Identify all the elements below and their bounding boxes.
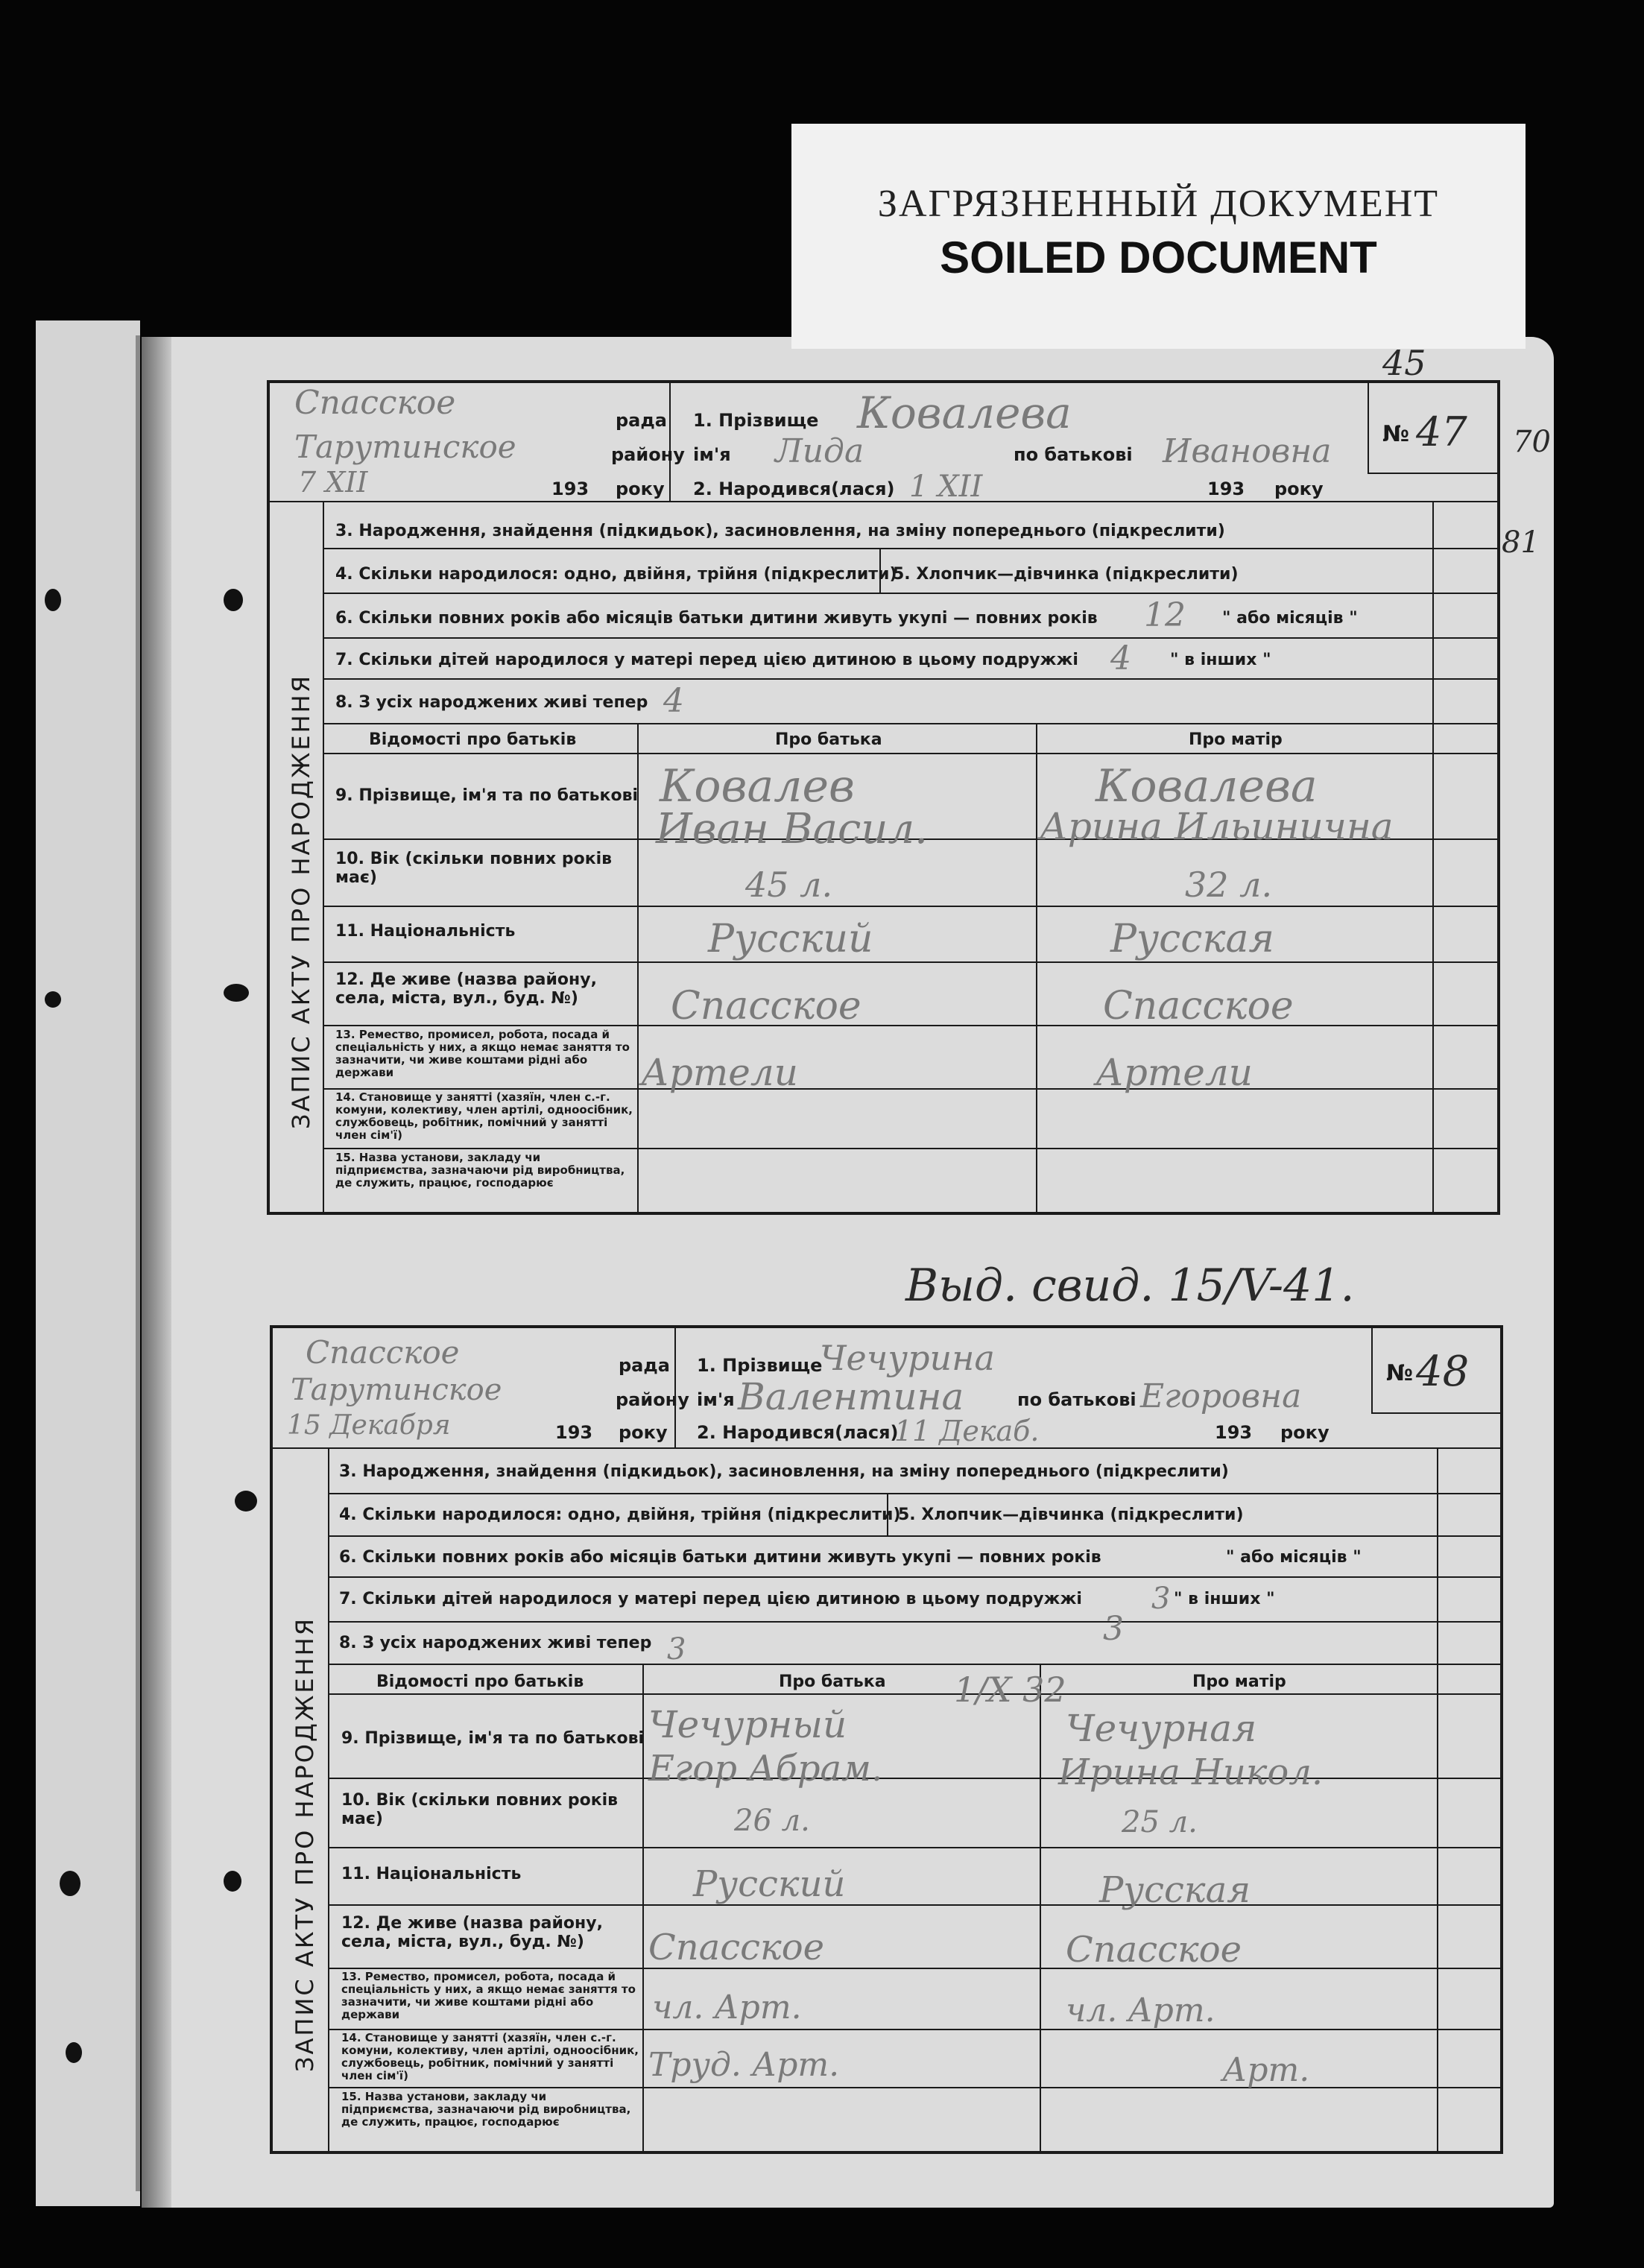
rule [674,1328,676,1447]
row-6b: " або місяців " [1222,609,1358,628]
side-mark-70: 70 [1513,425,1551,459]
row-4-2: 4. Скільки народилося: одно, двійня, трійня (підкреслити) [339,1506,901,1524]
hw-patronymic: Ивановна [1163,432,1332,470]
label-name: ім'я [693,444,731,465]
label-born: 2. Народився(лася) [693,478,895,499]
label-born-roku: року [1274,478,1324,499]
hw-father-lives-2: Спасское [648,1927,824,1968]
rule [1437,1447,1438,2151]
th-info: Відомості про батьків [369,730,577,749]
row-8: 8. З усіх народжених живі тепер [335,693,648,712]
tr-13-2: 13. Ремество, промисел, робота, посада й спеціальність у них, а якщо немає заняття то зазначити, чи живе коштами рідні або держави [341,1970,636,2021]
hw-name-2: Валентина [738,1375,964,1418]
label-roku-2: року [619,1422,668,1443]
hw-rayonu: Тарутинское [294,429,516,465]
rule [1432,501,1434,1212]
rule [323,593,1497,594]
label-roku: року [616,478,665,499]
th-mother: Про матір [1189,730,1283,749]
hw-father-nat: Русский [708,917,873,961]
rule [273,1447,1500,1449]
rule [328,1778,1500,1779]
hw-father-pos-2: чл. Арт. [652,1989,802,2027]
row-4: 4. Скільки народилося: одно, двійня, трійня (підкреслити) [335,565,897,584]
hw-surname: Ковалева [857,388,1072,438]
tr-10-2: 10. Вік (скільки повних років має) [341,1791,619,1828]
label-born-roku-2: року [1280,1422,1330,1443]
label-surname: 1. Прізвище [693,410,819,431]
hw-born: 1 XII [909,470,983,504]
rule [323,1025,1497,1026]
hw-mother-lives-2: Спасское [1066,1929,1242,1971]
hw-date-2: 15 Декабря [287,1410,451,1441]
tr-12-2: 12. Де живе (назва району, села, міста, вул., буд. №) [341,1914,603,1951]
rule [323,1088,1497,1090]
hw-children-before-2: 3 [1151,1582,1171,1616]
rule [328,1847,1500,1848]
rule [323,501,324,1212]
punch-hole [235,1491,257,1512]
rule [323,637,1497,639]
rule [328,1664,1500,1665]
hw-rada-2: Спасское [306,1334,460,1371]
label-patronymic-2: по батькові [1017,1389,1136,1410]
rule [328,1493,1500,1494]
tr-12: 12. Де живе (назва району, села, міста, вул., буд. №) [335,970,597,1008]
hw-mother-name2-2: Ирина Никол. [1058,1751,1324,1793]
soiled-document-label [791,124,1526,349]
row-8-2: 8. З усіх народжених живі тепер [339,1634,652,1652]
hw-father-name1-2: Чечурный [648,1703,847,1746]
hw-years-together: 12 [1144,596,1186,634]
row-5: 5. Хлопчик—дівчинка (підкреслити) [893,565,1239,584]
label-number: № [1382,421,1410,447]
row-3-2: 3. Народження, знайдення (підкидьок), засиновлення, на зміну попереднього (підкреслити) [339,1462,1229,1481]
hw-extra-date: 1/X 32 [954,1670,1066,1710]
punch-hole [60,1871,80,1896]
rule [1368,473,1497,474]
hw-rayonu-2: Тарутинское [291,1373,502,1407]
rule [328,1535,1500,1537]
hw-father-age: 45 л. [745,865,833,905]
hw-patronymic-2: Егоровна [1140,1377,1302,1415]
hw-mother-nat: Русская [1110,917,1274,961]
th-father: Про батька [775,730,882,749]
tr-15-2: 15. Назва установи, закладу чи підприємства, зазначаючи рід виробництва, де служить, працює, господарює [341,2090,631,2129]
hw-father-name2-2: Егор Абрам. [648,1748,883,1790]
label-number-2: № [1386,1360,1414,1386]
rule [328,2029,1500,2030]
section-title-vertical-2: ЗАПИС АКТУ ПРО НАРОДЖЕННЯ [291,1617,319,2072]
rule [323,678,1497,680]
label-year: 193 [551,478,589,499]
rule [1371,1412,1500,1414]
page-shadow [142,337,171,2208]
section-title-vertical: ЗАПИС АКТУ ПРО НАРОДЖЕННЯ [287,674,315,1129]
tr-9-2: 9. Прізвище, ім'я та по батькові [341,1729,645,1748]
label-born-year-2: 193 [1215,1422,1253,1443]
th-info-2: Відомості про батьків [376,1672,584,1691]
hw-mother-pos-2: чл. Арт. [1066,1991,1215,2029]
rule [323,753,1497,754]
tr-14: 14. Становище у занятті (хазяїн, член с.-г. комуни, колективу, член артілі, одноосібник, службовець, робітник, помічний у занятті член сім'ї) [335,1090,633,1142]
rule [328,1621,1500,1623]
hw-surname-2: Чечурина [820,1338,995,1378]
hw-father-work-2: Труд. Арт. [648,2046,840,2084]
rule [270,501,1497,502]
row-7: 7. Скільки дітей народилося у матері перед цією дитиною в цьому подружжі [335,651,1078,669]
label-rayonu-2: району [616,1389,689,1410]
tr-9: 9. Прізвище, ім'я та по батькові [335,786,639,805]
rule [328,1904,1500,1906]
rule [323,961,1497,963]
hw-mother-name2: Арина Ильинична [1040,805,1394,848]
hw-number: 47 [1416,408,1467,455]
label-english: SOILED DOCUMENT [940,233,1377,282]
label-rada: рада [616,410,667,431]
rule [1040,1664,1041,2151]
row-6b-2: " або місяців " [1226,1548,1362,1567]
row-7-2: 7. Скільки дітей народилося у матері перед цією дитиною в цьому подружжі [339,1590,1082,1608]
label-russian: ЗАГРЯЗНЕННЫЙ ДОКУМЕНТ [877,183,1440,225]
label-name-2: ім'я [697,1389,735,1410]
punch-hole [45,991,61,1008]
rule [323,548,1497,549]
row-3: 3. Народження, знайдення (підкидьок), засиновлення, на зміну попереднього (підкреслити) [335,522,1225,540]
hw-father-work: Артели [641,1051,798,1094]
hw-mother-age: 32 л. [1185,865,1273,905]
tr-14-2: 14. Становище у занятті (хазяїн, член с.-г. комуни, колективу, член артілі, одноосібник, службовець, робітник, помічний у занятті член сім'ї) [341,2031,639,2082]
page-number-mark: 45 [1382,343,1426,383]
hw-issued-note: Выд. свид. 15/V-41. [905,1260,1355,1312]
hw-number-2: 48 [1416,1348,1470,1396]
hw-rada: Спасское [294,384,456,422]
label-born-2: 2. Народився(лася) [697,1422,899,1443]
rule [323,1148,1497,1149]
label-rada-2: рада [619,1355,670,1376]
hw-father-age-2: 26 л. [734,1804,810,1838]
hw-father-lives: Спасское [671,984,861,1029]
label-year-2: 193 [555,1422,593,1443]
hw-mother-lives: Спасское [1103,984,1294,1029]
hw-children-before: 4 [1110,639,1131,677]
row-6-2: 6. Скільки повних років або місяців батьки дитини живуть укупі — повних років [339,1548,1101,1567]
tr-11: 11. Національність [335,922,516,941]
th-mother-2: Про матір [1192,1672,1286,1691]
binding-edge [136,335,140,2191]
rule [323,906,1497,907]
tr-11-2: 11. Національність [341,1865,522,1883]
punch-hole [224,589,243,611]
rule [323,723,1497,724]
tr-10: 10. Вік (скільки повних років має) [335,850,613,887]
hw-mother-work-2: Арт. [1222,2051,1310,2089]
rule [328,1968,1500,1969]
hw-name: Лида [775,432,864,470]
hw-date: 7 XII [298,466,368,499]
hw-mother-name1-2: Чечурная [1066,1707,1257,1750]
punch-hole [45,589,61,611]
hw-extra-3: 3 [1103,1610,1124,1648]
rule [328,1576,1500,1578]
punch-hole [224,1871,241,1892]
hw-mother-nat-2: Русская [1099,1869,1251,1911]
hw-father-nat-2: Русский [693,1863,846,1905]
punch-hole [224,984,249,1002]
hw-mother-age-2: 25 л. [1122,1805,1198,1839]
hw-father-name2: Иван Васил. [656,805,928,853]
row-6: 6. Скільки повних років або місяців батьки дитини живуть укупі — повних років [335,609,1098,628]
hw-alive-2: 3 [667,1632,686,1667]
row-7b-2: " в інших " [1174,1590,1275,1608]
hw-mother-work: Артели [1096,1051,1253,1094]
th-father-2: Про батька [779,1672,886,1691]
label-rayonu: району [611,444,685,465]
tr-13: 13. Ремество, промисел, робота, посада й спеціальність у них, а якщо немає заняття то зазначити, чи живе коштами рідні або держави [335,1028,630,1079]
tr-15: 15. Назва установи, закладу чи підприємства, зазначаючи рід виробництва, де служить, працює, господарює [335,1151,625,1190]
label-born-year: 193 [1207,478,1245,499]
rule [328,1693,1500,1695]
rule [328,1447,329,2151]
row-5-2: 5. Хлопчик—дівчинка (підкреслити) [898,1506,1244,1524]
hw-born-2: 11 Декаб. [894,1415,1040,1447]
rule [1371,1328,1373,1412]
rule [1036,723,1037,1212]
punch-hole [66,2042,82,2063]
side-mark-81: 81 [1502,525,1540,560]
hw-mother-name1: Ковалева [1096,760,1318,812]
rule [669,383,671,501]
rule [328,2087,1500,2088]
label-patronymic: по батькові [1014,444,1133,465]
rule [1368,383,1369,473]
row-7b: " в інших " [1170,651,1271,669]
label-surname-2: 1. Прізвище [697,1355,823,1376]
hw-father-name1: Ковалев [660,760,855,812]
hw-alive: 4 [663,682,684,720]
